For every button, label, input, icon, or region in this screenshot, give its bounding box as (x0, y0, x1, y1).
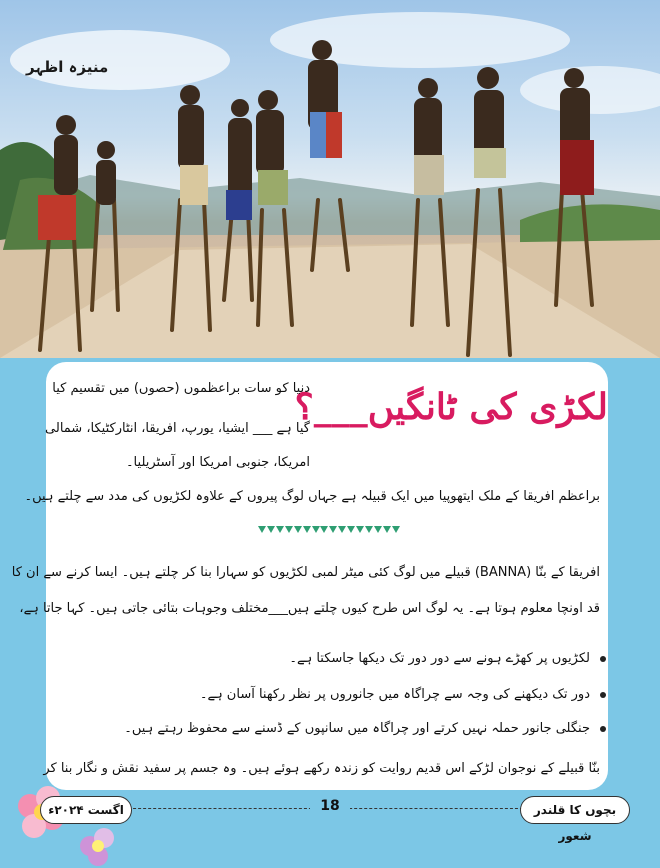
page-number: 18 (310, 798, 350, 814)
bullet-text: جنگلی جانور حملہ نہیں کرتے اور چراگاہ میں سانپوں کے ڈسنے سے محفوظ رہتے ہیں۔ (124, 721, 590, 736)
bullet-item-3 (56, 718, 606, 740)
hero-photo (0, 0, 660, 358)
bullet-dot-icon (600, 692, 606, 698)
section-divider (258, 526, 400, 536)
bullet-text: لکڑیوں پر کھڑے ہونے سے دور دور تک دیکھا جاسکتا ہے۔ (289, 651, 590, 666)
bullet-dot-icon (600, 726, 606, 732)
paragraph-2-line-2: قد اونچا معلوم ہوتا ہے۔ یہ لوگ اس طرح کیوں چلتے ہیں___مختلف وجوہات بتائی جاتی ہیں۔ کہا جاتا ہے، (19, 601, 600, 616)
magazine-name-badge: بچوں کا قلندر شعور (520, 796, 630, 824)
bullet-text: دور تک دیکھنے کی وجہ سے چراگاہ میں جانوروں پر نظر رکھنا آسان ہے۔ (199, 687, 590, 702)
article-headline: لکڑی کی ٹانگیں___؟ (294, 386, 608, 428)
issue-date-badge: اگست ۲۰۲۴ء (40, 796, 132, 824)
author-name: منیزہ اظہر (26, 58, 109, 76)
paragraph-1: براعظم افریقا کے ملک ایتھوپیا میں ایک قبیلہ ہے جہاں لوگ پیروں کے علاوہ لکڑیوں کی مدد سے چلتے ہیں۔ (24, 489, 600, 504)
bullet-dot-icon (600, 656, 606, 662)
paragraph-3: بنّا قبیلے کے نوجوان لڑکے اس قدیم روایت کو زندہ رکھے ہوئے ہیں۔ وہ جسم پر سفید نقش و نگار بنا کر (43, 761, 600, 776)
paragraph-2-line-1: افریقا کے بنّا (BANNA) قبیلے میں لوگ کئی میٹر لمبی لکڑیوں کو سہارا بنا کر چلتے ہیں۔ ایسا کرنے سے ان کا (11, 565, 600, 580)
intro-line-3: امریکا، جنوبی امریکا اور آسٹریلیا۔ (125, 455, 310, 470)
intro-line-1: دنیا کو سات براعظموں (حصوں) میں تقسیم کیا (52, 381, 310, 396)
intro-line-2: گیا ہے ___ ایشیا، یورپ، افریقا، انٹارکٹیکا، شمالی (45, 421, 310, 436)
bullet-item-2 (56, 684, 606, 706)
bullet-item-1 (56, 648, 606, 670)
stilt-walkers-illustration (0, 0, 660, 358)
